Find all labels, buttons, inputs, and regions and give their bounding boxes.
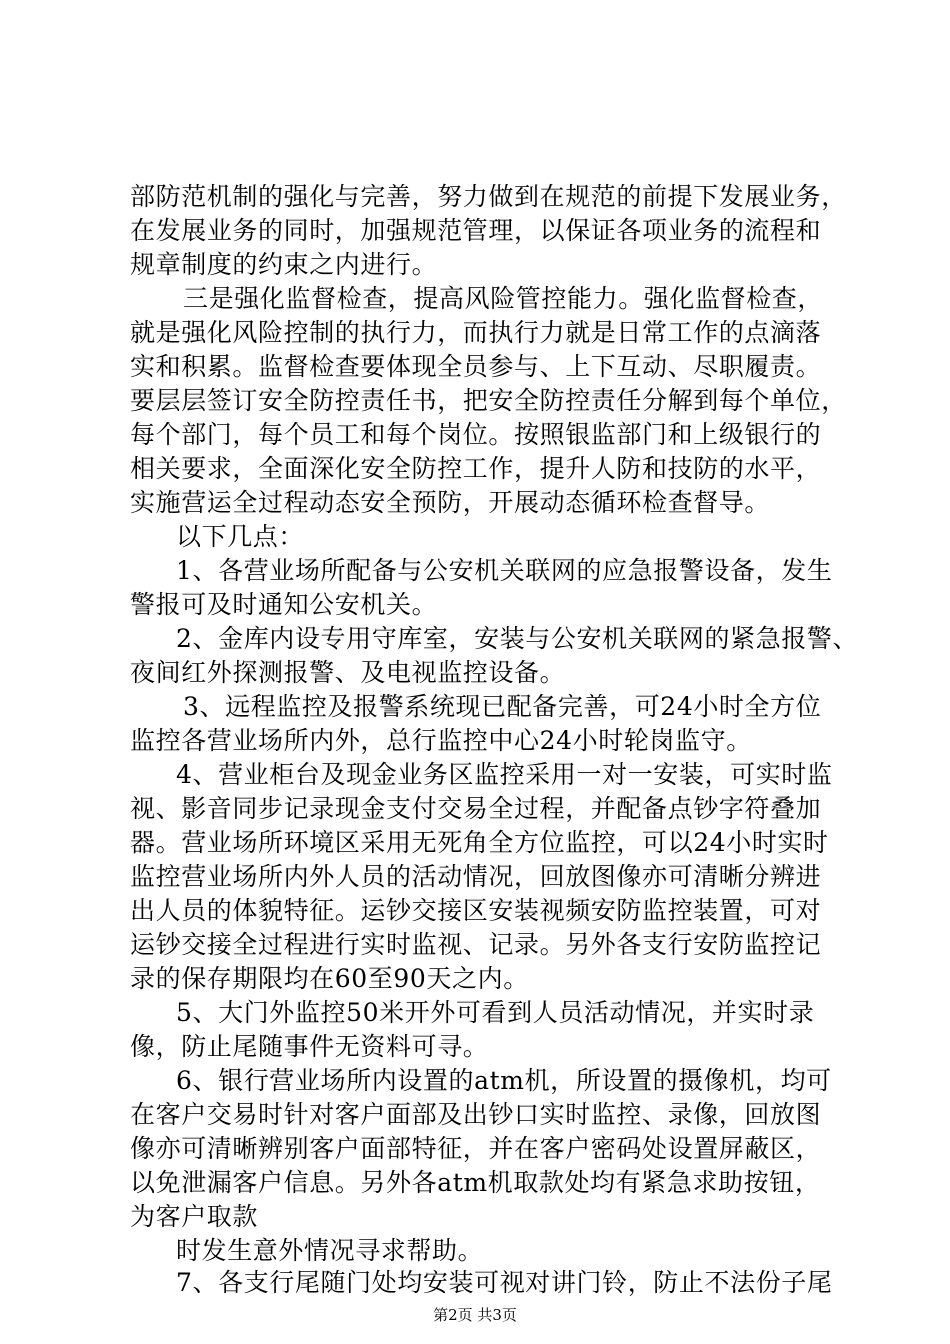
text-line: 时发生意外情况寻求帮助。 — [176, 1236, 484, 1265]
text-line: 三是强化监督检查，提高风险管控能力。强化监督检查， — [183, 284, 824, 313]
text-line: 以免泄漏客户信息。另外各atm机取款处均有紧急求助按钮， — [130, 1168, 821, 1197]
text-line: 就是强化风险控制的执行力，而执行力就是日常工作的点滴落 — [130, 318, 822, 347]
text-line: 监控各营业场所内外，总行监控中心24小时轮岗监守。 — [130, 726, 752, 755]
text-line: 夜间红外探测报警、及电视监控设备。 — [130, 658, 566, 687]
text-line: 3、远程监控及报警系统现已配备完善，可24小时全方位 — [183, 692, 822, 721]
text-line: 器。营业场所环境区采用无死角全方位监控，可以24小时实时 — [130, 828, 829, 857]
text-line: 部防范机制的强化与完善，努力做到在规范的前提下发展业务， — [130, 182, 847, 211]
text-line: 4、营业柜台及现金业务区监控采用一对一安装，可实时监 — [176, 760, 833, 789]
text-line: 警报可及时通知公安机关。 — [130, 590, 438, 619]
text-line: 规章制度的约束之内进行。 — [130, 250, 438, 279]
text-line: 像，防止尾随事件无资料可寻。 — [130, 1032, 489, 1061]
text-line: 录的保存期限均在60至90天之内。 — [130, 964, 529, 993]
text-line: 相关要求，全面深化安全防控工作，提升人防和技防的水平， — [130, 454, 822, 483]
text-line: 实和积累。监督检查要体现全员参与、上下互动、尽职履责。 — [130, 352, 822, 381]
text-line: 在客户交易时针对客户面部及出钞口实时监控、录像，回放图 — [130, 1100, 822, 1129]
page-number: 第2页 共3页 — [433, 1306, 517, 1324]
text-line: 每个部门，每个员工和每个岗位。按照银监部门和上级银行的 — [130, 420, 822, 449]
text-line: 实施营运全过程动态安全预防，开展动态循环检查督导。 — [130, 488, 771, 517]
text-line: 出人员的体貌特征。运钞交接区安装视频安防监控装置，可对 — [130, 896, 822, 925]
text-line: 要层层签订安全防控责任书，把安全防控责任分解到每个单位， — [130, 386, 847, 415]
text-line: 像亦可清晰辨别客户面部特征，并在客户密码处设置屏蔽区， — [130, 1134, 822, 1163]
text-line: 以下几点： — [176, 522, 305, 551]
text-line: 在发展业务的同时，加强规范管理，以保证各项业务的流程和 — [130, 216, 822, 245]
text-line: 5、大门外监控50米开外可看到人员活动情况，并实时录 — [176, 998, 815, 1027]
text-line: 监控营业场所内外人员的活动情况，回放图像亦可清晰分辨进 — [130, 862, 822, 891]
text-line: 1、各营业场所配备与公安机关联网的应急报警设备，发生 — [176, 556, 833, 585]
text-line: 2、金库内设专用守库室，安装与公安机关联网的紧急报警、 — [176, 624, 859, 653]
text-line: 视、影音同步记录现金支付交易全过程，并配备点钞字符叠加 — [130, 794, 822, 823]
text-line: 运钞交接全过程进行实时监视、记录。另外各支行安防监控记 — [130, 930, 822, 959]
text-line: 为客户取款 — [130, 1202, 259, 1231]
text-line: 6、银行营业场所内设置的atm机，所设置的摄像机，均可 — [176, 1066, 832, 1095]
text-line: 7、各支行尾随门处均安装可视对讲门铃，防止不法份子尾 — [176, 1268, 833, 1297]
